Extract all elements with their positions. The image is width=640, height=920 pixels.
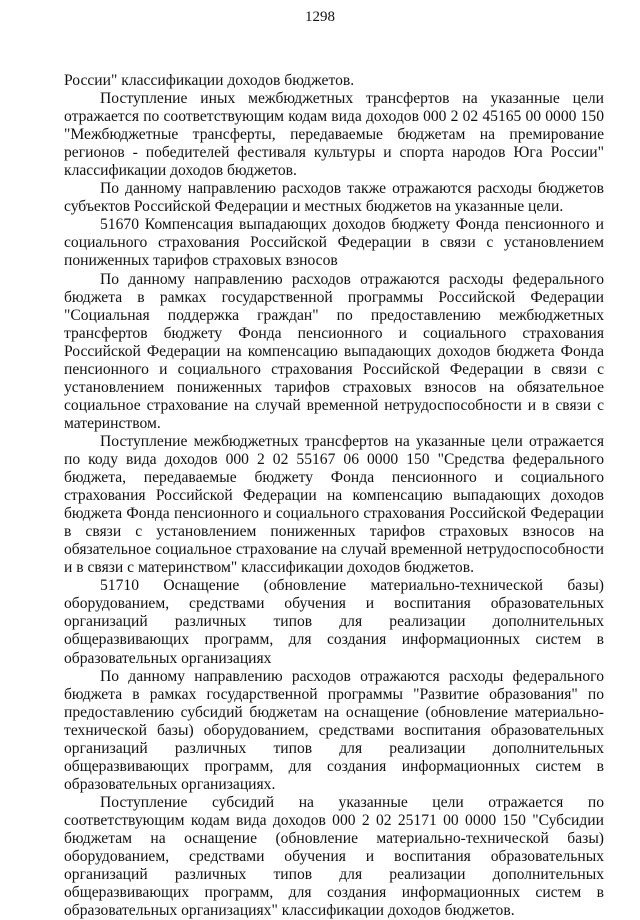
document-body: [64, 72, 604, 920]
section-heading-51710: 51710 Оснащение (обновление материально-технической базы) оборудованием, средствами обучения и воспитания образовательных организаций различных типов для реализации дополнительных общеразвивающих программ, для создания информационных систем в образовательных организациях: [64, 577, 604, 667]
paragraph-regional-expenses: По данному направлению расходов также отражаются расходы бюджетов субъектов Российской Федерации и местных бюджетов на указанные цели.: [64, 180, 604, 216]
paragraph-continuation: России" классификации доходов бюджетов.: [64, 72, 355, 89]
section-heading-51670: 51670 Компенсация выпадающих доходов бюджету Фонда пенсионного и социального страхования Российской Федерации в связи с установлением пониженных тарифов страховых взносов: [64, 216, 604, 270]
page-number: 1298: [305, 9, 335, 25]
paragraph-51670-expenses: По данному направлению расходов отражаются расходы федерального бюджета в рамках государственной программы Российской Федерации "Социальная поддержка граждан" по предоставлению межбюджетных трансфертов бюджету Фонда пенсионного и социального страхования Российской Федерации на компенсацию выпадающих доходов бюджета Фонда пенсионного и социального страхования Российской Федерации в связи с установлением пониженных тарифов страховых взносов на обязательное социальное страхование на случай временной нетрудоспособности и в связи с материнством.: [64, 270, 604, 432]
paragraph-51670-receipt: Поступление межбюджетных трансфертов на указанные цели отражается по коду вида доходов 000 2 02 55167 06 0000 150 "Средства федерального бюджета, передаваемые бюджету Фонда пенсионного и социального страхования Российской Федерации на компенсацию выпадающих доходов бюджета Фонда пенсионного и социального страхования Российской Федерации в связи с установлением пониженных тарифов страховых взносов на обязательное социальное страхование на случай временной нетрудоспособности и в связи с материнством" классификации доходов бюджетов.: [64, 432, 604, 577]
paragraph-other-transfers-receipt: Поступление иных межбюджетных трансфертов на указанные цели отражается по соответствующим кодам вида доходов 000 2 02 45165 00 0000 150 "Межбюджетные трансферты, передаваемые бюджетам на премирование регионов - победителей фестиваля культуры и спорта народов Юга России" классификации доходов бюджетов.: [64, 90, 604, 180]
paragraph-51710-receipt: Поступление субсидий на указанные цели отражается по соответствующим кодам вида доходов 000 2 02 25171 00 0000 150 "Субсидии бюджетам на оснащение (обновление материально-технической базы) оборудованием, средствами обучения и воспитания образовательных организаций различных типов для реализации дополнительных общеразвивающих программ, для создания информационных систем в образовательных организациях" классификации доходов бюджетов.: [64, 793, 604, 920]
paragraph-51710-expenses: По данному направлению расходов отражаются расходы федерального бюджета в рамках государственной программы "Развитие образования" по предоставлению субсидий бюджетам на оснащение (обновление материально-технической базы) оборудованием, средствами воспитания образовательных организаций различных типов для реализации дополнительных общеразвивающих программ, для создания информационных систем в образовательных организациях.: [64, 667, 604, 793]
